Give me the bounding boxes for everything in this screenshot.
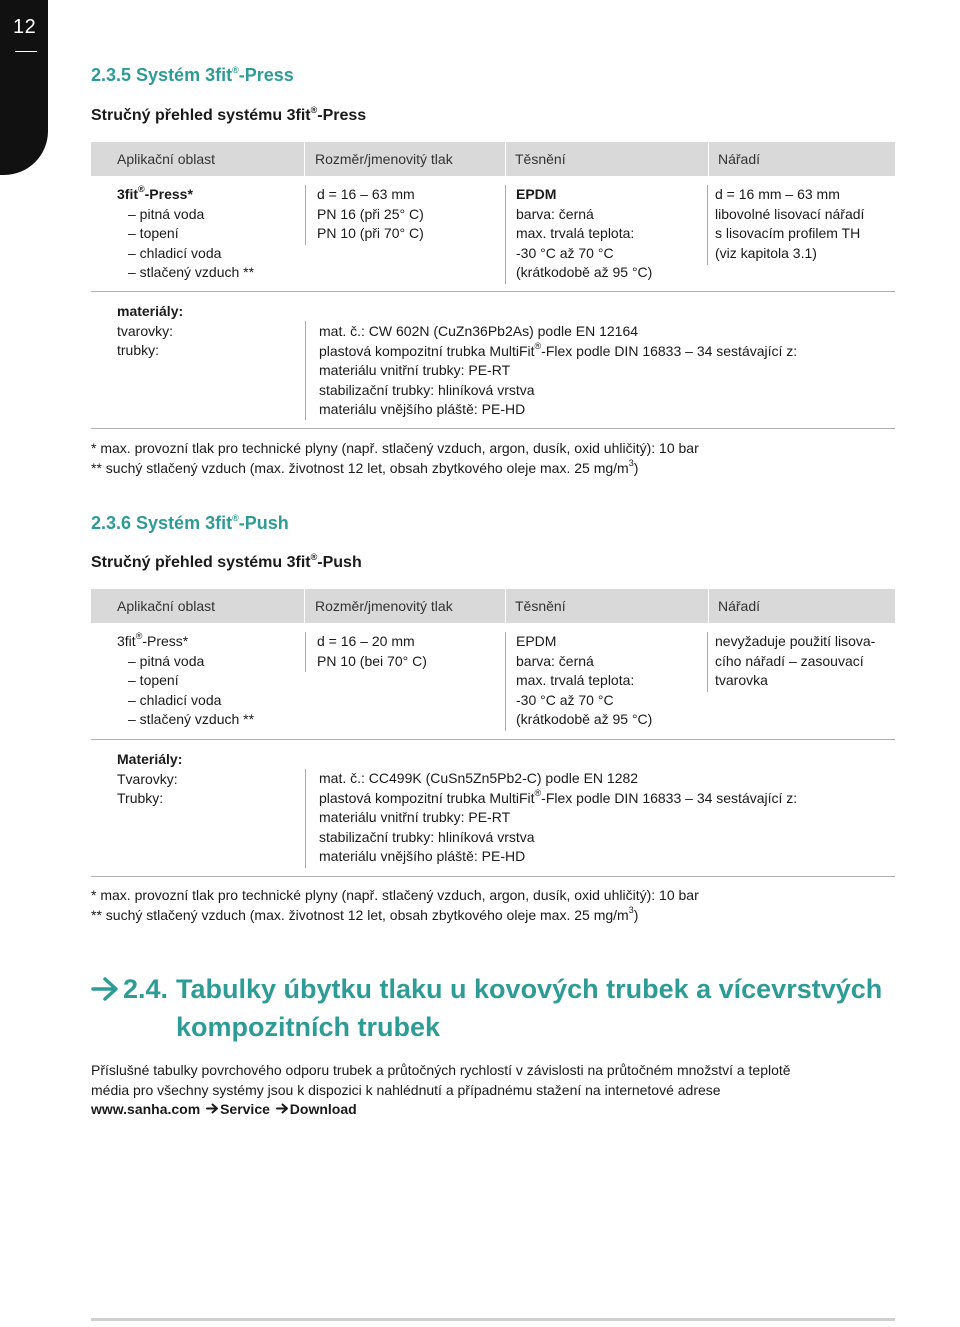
header-dimension: Rozměr/jmenovitý tlak bbox=[315, 151, 453, 167]
tools-column-press bbox=[715, 185, 864, 263]
column-divider bbox=[305, 769, 306, 868]
section-235-subtitle: Stručný přehled systému 3fit®-Press bbox=[91, 104, 367, 124]
seal-line: max. trvalá teplota: bbox=[516, 672, 635, 689]
footnote-2: ** suchý stlačený vzduch (max. životnost 12 let, obsah zbytkového oleje max. 25 $mg/m^3$) bbox=[91, 904, 639, 923]
pipe-layer: stabilizační trubky: hliníková vrstva bbox=[319, 828, 535, 845]
section-24-title-line2: kompozitních trubek bbox=[176, 1012, 441, 1042]
seal-line: max. trvalá teplota: bbox=[516, 225, 635, 242]
pipe-layer: materiálu vnitřní trubky: PE-RT bbox=[319, 362, 511, 379]
tools-line: libovolné lisovací nářadí bbox=[715, 205, 865, 222]
seal-title: EPDM bbox=[516, 186, 557, 202]
website-link[interactable]: www.sanha.com bbox=[91, 1101, 201, 1118]
footnote-1: * max. provozní tlak pro technické plyny (např. stlačený vzduch, argon, dusík, oxid uhličitý): 10 bar bbox=[91, 887, 699, 903]
page-number-rule bbox=[15, 51, 37, 52]
application-item: – topení bbox=[128, 672, 179, 689]
materials-values-push bbox=[319, 769, 797, 867]
header-separator bbox=[505, 589, 506, 623]
header-application: Aplikační oblast bbox=[117, 151, 216, 167]
column-divider bbox=[707, 185, 708, 265]
application-item: – pitná voda bbox=[128, 205, 205, 222]
application-item: – chladicí voda bbox=[128, 691, 222, 708]
materials-label: Materiály: bbox=[117, 751, 183, 767]
seal-column-push bbox=[516, 632, 652, 730]
download-path bbox=[91, 1100, 791, 1120]
header-tools: Nářadí bbox=[718, 151, 761, 167]
seal-title: EPDM bbox=[516, 633, 557, 649]
application-item: – pitná voda bbox=[128, 652, 205, 669]
tools-line: s lisovacím profilem TH bbox=[715, 225, 861, 242]
column-divider bbox=[305, 321, 306, 420]
header-separator bbox=[304, 142, 305, 176]
section-235-title: 2.3.5 Systém 3fit®-Press bbox=[91, 65, 294, 85]
section-24-paragraph bbox=[91, 1061, 791, 1120]
seal-line: (krátkodobě až 95 °C) bbox=[516, 711, 653, 728]
page-number: 12 bbox=[13, 16, 37, 38]
header-application: Aplikační oblast bbox=[117, 598, 216, 614]
section-24-number: 2.4. bbox=[123, 974, 169, 1004]
table-header-press bbox=[91, 142, 895, 176]
header-seal: Těsnění bbox=[515, 598, 566, 614]
materials-labels-press bbox=[117, 302, 183, 361]
footnotes-press bbox=[91, 439, 699, 478]
tools-column-push bbox=[715, 632, 875, 691]
page-number-tab bbox=[0, 0, 48, 175]
pipes-value: plastová kompozitní trubka MultiFit®-Flex podle DIN 16833 – 34 sestávající z: bbox=[319, 340, 798, 359]
section-236-subtitle: Stručný přehled systému 3fit®-Push bbox=[91, 551, 362, 571]
seal-line: barva: černá bbox=[516, 652, 594, 669]
header-seal: Těsnění bbox=[515, 151, 566, 167]
column-divider bbox=[305, 632, 306, 672]
tools-line: tvarovka bbox=[715, 672, 768, 689]
divider-line bbox=[91, 739, 895, 740]
seal-line: -30 °C až 70 °C bbox=[516, 244, 614, 261]
fittings-label: tvarovky: bbox=[117, 322, 174, 339]
materials-label: materiály: bbox=[117, 303, 184, 319]
header-separator bbox=[708, 589, 709, 623]
header-separator bbox=[505, 142, 506, 176]
paragraph-line: Příslušné tabulky povrchového odporu trubek a průtočných rychlostí v závislosti na průtočném množství a teplotě bbox=[91, 1062, 791, 1078]
column-divider bbox=[505, 185, 506, 284]
dimension-line: d = 16 – 20 mm bbox=[317, 633, 415, 649]
pipe-layer: materiálu vnitřní trubky: PE-RT bbox=[319, 809, 511, 826]
pipe-layer: stabilizační trubky: hliníková vrstva bbox=[319, 381, 535, 398]
pipes-label: trubky: bbox=[117, 342, 160, 359]
pipes-label: Trubky: bbox=[117, 790, 164, 807]
fittings-value: mat. č.: CW 602N (CuZn36Pb2As) podle EN 12164 bbox=[319, 323, 639, 339]
tools-line: nevyžaduje použití lisova- bbox=[715, 633, 876, 649]
application-item: – stlačený vzduch ** bbox=[128, 264, 255, 281]
page-bottom-rule bbox=[91, 1318, 895, 1321]
column-divider bbox=[305, 185, 306, 245]
materials-labels-push bbox=[117, 750, 182, 809]
fittings-label: Tvarovky: bbox=[117, 770, 178, 787]
header-separator bbox=[304, 589, 305, 623]
dimension-column-press bbox=[317, 185, 424, 244]
download-link[interactable]: Download bbox=[289, 1101, 357, 1118]
arrow-right-icon bbox=[91, 975, 121, 1003]
header-tools: Nářadí bbox=[718, 598, 761, 614]
header-dimension: Rozměr/jmenovitý tlak bbox=[315, 598, 453, 614]
divider-line bbox=[91, 428, 895, 429]
paragraph-line: média pro všechny systémy jsou k dispozici k nahlédnutí a případnému stažení na internetové adrese bbox=[91, 1081, 721, 1098]
divider-line bbox=[91, 291, 895, 292]
service-link[interactable]: Service bbox=[220, 1101, 270, 1118]
tools-line: d = 16 mm – 63 mm bbox=[715, 186, 840, 202]
fittings-value: mat. č.: CC499K (CuSn5Zn5Pb2-C) podle EN 1282 bbox=[319, 770, 639, 786]
seal-line: -30 °C až 70 °C bbox=[516, 691, 614, 708]
arrow-right-icon bbox=[206, 1103, 219, 1114]
header-separator bbox=[708, 142, 709, 176]
application-column-push bbox=[117, 632, 254, 730]
column-divider bbox=[505, 632, 506, 731]
application-title: 3fit®-Press* bbox=[117, 631, 189, 649]
dimension-line: PN 16 (při 25° C) bbox=[317, 205, 424, 222]
application-item: – chladicí voda bbox=[128, 244, 222, 261]
section-236-title: 2.3.6 Systém 3fit®-Push bbox=[91, 513, 289, 533]
footnotes-push bbox=[91, 886, 699, 925]
column-divider bbox=[707, 632, 708, 692]
table-header-push bbox=[91, 589, 895, 623]
dimension-line: PN 10 (bei 70° C) bbox=[317, 652, 427, 669]
application-item: – topení bbox=[128, 225, 179, 242]
seal-line: (krátkodobě až 95 °C) bbox=[516, 264, 653, 281]
seal-column-press bbox=[516, 185, 652, 283]
footnote-2: ** suchý stlačený vzduch (max. životnost 12 let, obsah zbytkového oleje max. 25 $mg/m^3$) bbox=[91, 457, 639, 476]
footnote-1: * max. provozní tlak pro technické plyny (např. stlačený vzduch, argon, dusík, oxid uhličitý): 10 bar bbox=[91, 440, 699, 456]
pipe-layer: materiálu vnějšího pláště: PE-HD bbox=[319, 848, 526, 865]
seal-line: barva: černá bbox=[516, 205, 594, 222]
application-item: – stlačený vzduch ** bbox=[128, 711, 255, 728]
arrow-right-icon bbox=[276, 1103, 289, 1114]
application-title: 3fit®-Press* bbox=[117, 184, 193, 202]
tools-line: cího nářadí – zasouvací bbox=[715, 652, 864, 669]
pipe-layer: materiálu vnějšího pláště: PE-HD bbox=[319, 401, 526, 418]
dimension-line: PN 10 (při 70° C) bbox=[317, 225, 424, 242]
materials-values-press bbox=[319, 322, 797, 420]
dimension-line: d = 16 – 63 mm bbox=[317, 186, 415, 202]
section-24-title-line1: Tabulky úbytku tlaku u kovových trubek a vícevrstvých bbox=[176, 974, 883, 1004]
tools-line: (viz kapitola 3.1) bbox=[715, 244, 817, 261]
pipes-value: plastová kompozitní trubka MultiFit®-Flex podle DIN 16833 – 34 sestávající z: bbox=[319, 787, 798, 806]
divider-line bbox=[91, 876, 895, 877]
dimension-column-push bbox=[317, 632, 427, 671]
application-column-press bbox=[117, 185, 254, 283]
